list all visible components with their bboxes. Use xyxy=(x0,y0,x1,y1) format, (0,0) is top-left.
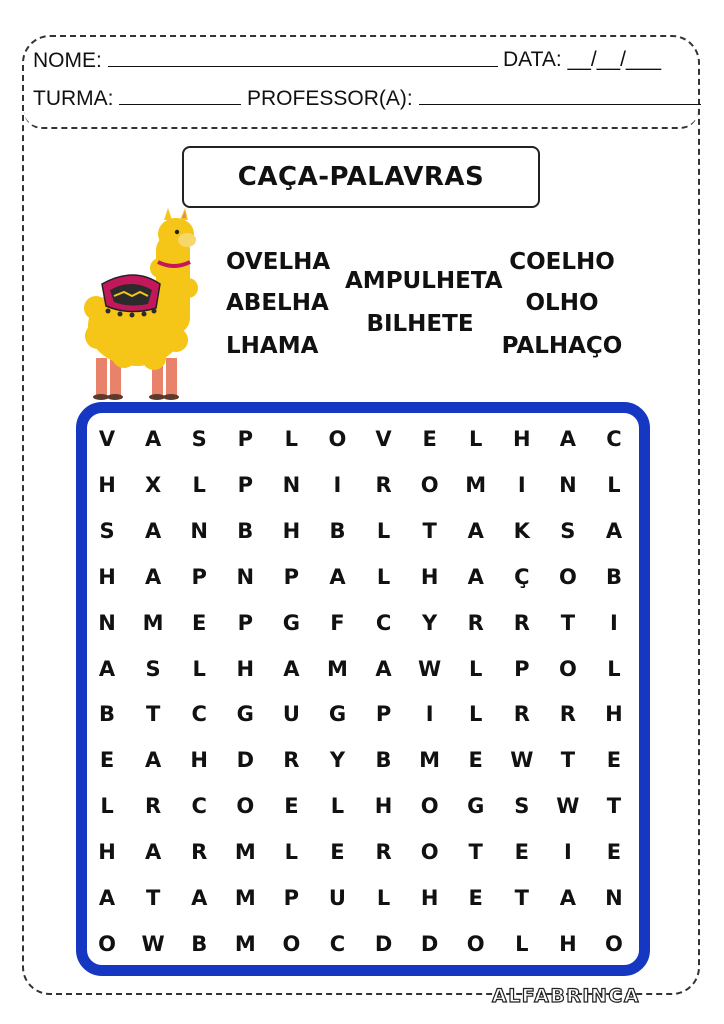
grid-cell[interactable]: L xyxy=(607,472,621,497)
grid-cell[interactable]: G xyxy=(282,610,300,635)
grid-cell[interactable]: V xyxy=(375,426,392,451)
grid-cell[interactable]: K xyxy=(513,518,530,543)
word-search-grid xyxy=(84,416,637,967)
grid-cell[interactable]: S xyxy=(191,426,207,451)
grid-cell[interactable]: A xyxy=(144,564,162,589)
grid-cell[interactable]: P xyxy=(191,564,207,589)
grid-cell[interactable]: O xyxy=(328,426,347,451)
grid-cell[interactable]: L xyxy=(607,656,621,681)
grid-cell[interactable]: E xyxy=(422,426,437,451)
grid-cell[interactable]: R xyxy=(375,840,392,865)
grid-cell[interactable]: U xyxy=(282,702,300,727)
grid-cell[interactable]: M xyxy=(234,932,256,957)
grid-cell[interactable]: A xyxy=(559,886,576,911)
word-olho: OLHO xyxy=(525,290,599,316)
teacher-label: PROFESSOR(A): xyxy=(247,87,413,110)
class-field[interactable] xyxy=(119,86,241,105)
grid-cell[interactable]: P xyxy=(237,472,253,497)
grid-cell[interactable]: L xyxy=(192,472,206,497)
grid-cell[interactable]: H xyxy=(236,656,255,681)
grid-cell[interactable]: O xyxy=(98,932,116,957)
grid-cell[interactable]: H xyxy=(98,472,116,497)
grid-cell[interactable]: W xyxy=(556,794,580,819)
grid-cell[interactable]: O xyxy=(282,932,301,957)
grid-cell[interactable]: H xyxy=(98,564,116,589)
grid-cell[interactable]: I xyxy=(333,472,342,497)
grid-cell[interactable]: O xyxy=(605,932,623,957)
grid-cell[interactable]: B xyxy=(329,518,346,543)
grid-cell[interactable]: P xyxy=(375,702,392,727)
grid-cell[interactable]: N xyxy=(282,472,301,497)
grid-cell[interactable]: H xyxy=(190,748,208,773)
grid-cell[interactable]: H xyxy=(512,426,531,451)
grid-cell[interactable]: A xyxy=(144,840,162,865)
grid-cell[interactable]: M xyxy=(234,840,256,865)
grid-cell[interactable]: H xyxy=(282,518,301,543)
grid-cell[interactable]: B xyxy=(605,564,622,589)
word-coelho: COELHO xyxy=(509,249,615,275)
grid-cell[interactable]: C xyxy=(191,794,207,819)
grid-cell[interactable]: L xyxy=(469,702,483,727)
word-ampulheta: AMPULHETA xyxy=(345,268,503,294)
grid-cell[interactable]: P xyxy=(514,656,530,681)
grid-cell[interactable]: R xyxy=(375,472,392,497)
grid-cell[interactable]: H xyxy=(559,932,577,957)
grid-cell[interactable]: L xyxy=(469,426,483,451)
grid-cell[interactable]: L xyxy=(469,656,483,681)
grid-cell[interactable]: I xyxy=(517,472,526,497)
date-label: DATA: xyxy=(503,48,562,71)
grid-cell[interactable]: O xyxy=(466,932,485,957)
grid-cell[interactable]: A xyxy=(283,656,300,681)
grid-cell[interactable]: E xyxy=(99,748,115,773)
grid-cell[interactable]: P xyxy=(237,426,253,451)
grid-cell[interactable]: E xyxy=(468,748,483,773)
grid-cell[interactable]: T xyxy=(145,886,161,911)
grid-cell[interactable]: L xyxy=(100,794,114,819)
grid-cell[interactable]: L xyxy=(284,426,299,451)
date-row xyxy=(503,48,661,72)
grid-cell[interactable]: E xyxy=(284,794,299,819)
grid-cell[interactable]: A xyxy=(329,564,346,589)
grid-cell[interactable]: W xyxy=(418,656,442,681)
grid-cell[interactable]: H xyxy=(98,840,116,865)
name-field[interactable] xyxy=(108,48,498,67)
grid-cell[interactable]: Ç xyxy=(514,564,530,589)
grid-cell[interactable]: N xyxy=(190,518,208,543)
grid-cell[interactable]: W xyxy=(141,932,165,957)
grid-cell[interactable]: O xyxy=(558,656,577,681)
word-bilhete: BILHETE xyxy=(366,311,474,337)
grid-cell[interactable]: E xyxy=(468,886,483,911)
grid-cell[interactable]: C xyxy=(606,426,622,451)
grid-cell[interactable]: T xyxy=(514,886,529,911)
grid-cell[interactable]: A xyxy=(98,886,116,911)
grid-cell[interactable]: M xyxy=(326,656,348,681)
grid-cell[interactable]: I xyxy=(425,702,434,727)
grid-cell[interactable]: A xyxy=(144,426,162,451)
grid-cell[interactable]: E xyxy=(330,840,345,865)
grid-cell[interactable]: L xyxy=(192,656,206,681)
grid-cell[interactable]: L xyxy=(284,840,299,865)
grid-cell[interactable]: R xyxy=(191,840,208,865)
grid-cell[interactable]: B xyxy=(191,932,208,957)
grid-cell[interactable]: A xyxy=(191,886,208,911)
grid-cell[interactable]: R xyxy=(513,702,530,727)
brand-logo: ALFABRINCA xyxy=(492,985,641,1007)
grid-cell[interactable]: L xyxy=(376,518,391,543)
grid-cell[interactable]: A xyxy=(559,426,576,451)
word-ovelha: OVELHA xyxy=(226,249,331,275)
grid-cell[interactable]: E xyxy=(606,840,622,865)
grid-cell[interactable]: A xyxy=(605,518,623,543)
grid-cell[interactable]: T xyxy=(606,794,622,819)
grid-cell[interactable]: C xyxy=(191,702,207,727)
grid-cell[interactable]: O xyxy=(558,564,577,589)
name-row xyxy=(33,48,498,73)
grid-cell[interactable]: F xyxy=(330,610,345,635)
grid-cell[interactable]: C xyxy=(375,610,392,635)
class-label: TURMA: xyxy=(33,87,114,110)
grid-cell[interactable]: L xyxy=(376,564,391,589)
grid-cell[interactable]: S xyxy=(514,794,530,819)
grid-cell[interactable]: S xyxy=(560,518,576,543)
grid-cell[interactable]: T xyxy=(468,840,483,865)
teacher-field[interactable] xyxy=(419,86,701,105)
class-row xyxy=(33,86,241,111)
grid-cell[interactable]: A xyxy=(144,748,162,773)
grid-cell[interactable]: N xyxy=(236,564,255,589)
grid-cell[interactable]: T xyxy=(422,518,437,543)
grid-cell[interactable]: A xyxy=(467,518,484,543)
grid-cell[interactable]: L xyxy=(515,932,529,957)
grid-cell[interactable]: P xyxy=(237,610,253,635)
grid-cell[interactable]: M xyxy=(465,472,487,497)
grid-cell[interactable]: H xyxy=(374,794,393,819)
grid-cell[interactable]: A xyxy=(144,518,162,543)
name-label: NOME: xyxy=(33,49,102,72)
grid-cell[interactable]: D xyxy=(374,932,393,957)
grid-cell[interactable]: M xyxy=(142,610,164,635)
grid-cell[interactable]: A xyxy=(467,564,484,589)
grid-cell[interactable]: N xyxy=(605,886,623,911)
grid-cell[interactable]: Y xyxy=(422,610,438,635)
grid-cell[interactable]: A xyxy=(98,656,116,681)
teacher-row xyxy=(247,86,701,111)
grid-cell[interactable]: L xyxy=(376,886,391,911)
word-lhama: LHAMA xyxy=(226,333,319,359)
grid-cell[interactable]: P xyxy=(283,886,300,911)
grid-cell[interactable]: B xyxy=(375,748,392,773)
grid-cell[interactable]: S xyxy=(145,656,161,681)
grid-cell[interactable]: A xyxy=(375,656,392,681)
grid-cell[interactable]: B xyxy=(99,702,116,727)
grid-cell[interactable]: G xyxy=(236,702,254,727)
grid-cell[interactable]: C xyxy=(329,932,346,957)
llama-illustration xyxy=(84,208,208,402)
grid-cell[interactable]: G xyxy=(328,702,347,727)
grid-cell[interactable]: T xyxy=(145,702,161,727)
grid-cell[interactable]: H xyxy=(420,886,439,911)
grid-cell[interactable]: R xyxy=(467,610,484,635)
grid-cell[interactable]: D xyxy=(236,748,254,773)
grid-cell[interactable]: R xyxy=(283,748,300,773)
grid-cell[interactable]: E xyxy=(514,840,529,865)
grid-cell[interactable]: U xyxy=(328,886,346,911)
grid-cell[interactable]: O xyxy=(420,472,439,497)
grid-cell[interactable]: O xyxy=(420,840,439,865)
title-box xyxy=(182,146,540,208)
grid-cell[interactable]: I xyxy=(610,610,618,635)
grid-cell[interactable]: N xyxy=(98,610,116,635)
grid-cell[interactable]: L xyxy=(330,794,345,819)
grid-cell[interactable]: R xyxy=(559,702,576,727)
grid-cell[interactable]: P xyxy=(283,564,300,589)
grid-cell[interactable]: E xyxy=(606,748,622,773)
grid-cell[interactable]: Y xyxy=(329,748,346,773)
grid-cell[interactable]: I xyxy=(563,840,572,865)
grid-cell[interactable]: M xyxy=(234,886,256,911)
grid-cell[interactable]: R xyxy=(513,610,530,635)
grid-cell[interactable]: H xyxy=(605,702,623,727)
grid-cell[interactable]: T xyxy=(560,610,576,635)
grid-cell[interactable]: W xyxy=(510,748,534,773)
page-title: CAÇA-PALAVRAS xyxy=(237,162,485,192)
grid-cell[interactable]: T xyxy=(560,748,576,773)
grid-cell[interactable]: H xyxy=(420,564,439,589)
grid-cell[interactable]: E xyxy=(192,610,207,635)
date-field[interactable]: __/__/___ xyxy=(567,48,662,71)
grid-cell[interactable]: S xyxy=(99,518,115,543)
word-abelha: ABELHA xyxy=(226,290,329,316)
grid-cell[interactable]: X xyxy=(145,472,162,497)
grid-cell[interactable]: D xyxy=(420,932,439,957)
grid-cell[interactable]: M xyxy=(419,748,441,773)
grid-cell[interactable]: B xyxy=(237,518,254,543)
grid-cell[interactable]: G xyxy=(467,794,485,819)
grid-cell[interactable]: N xyxy=(559,472,577,497)
grid-cell[interactable]: R xyxy=(145,794,162,819)
word-palhaco: PALHAÇO xyxy=(501,333,623,359)
grid-cell[interactable]: V xyxy=(98,426,116,451)
grid-cell[interactable]: O xyxy=(236,794,255,819)
grid-cell[interactable]: O xyxy=(420,794,439,819)
